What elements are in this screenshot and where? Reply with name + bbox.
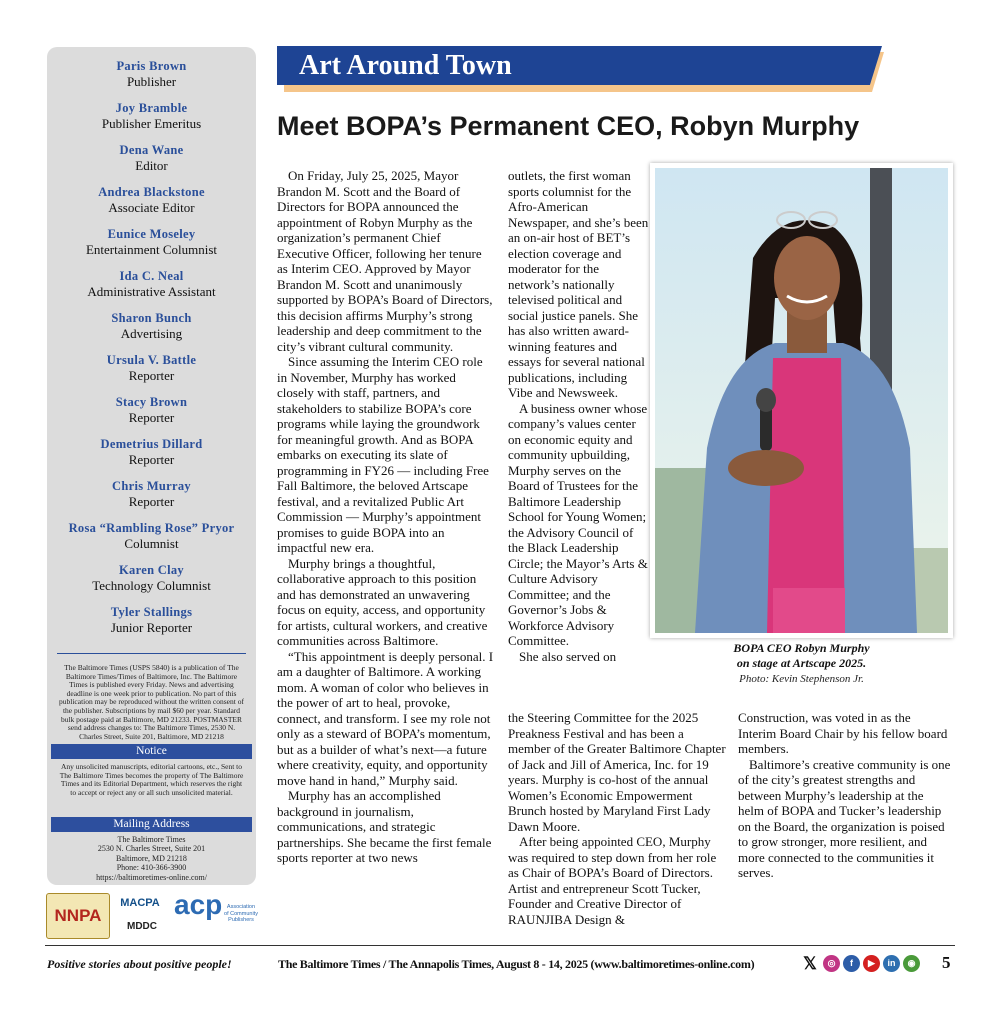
footer-tagline: Positive stories about positive people! <box>47 957 232 971</box>
sidebar-divider <box>57 653 246 654</box>
photo-caption <box>650 641 953 671</box>
staff-role: Associate Editor <box>108 200 195 215</box>
staff-name: Ursula V. Battle <box>106 353 197 367</box>
staff-role: Advertising <box>120 326 183 341</box>
mailing-address <box>59 835 244 882</box>
staff-role: Reporter <box>128 368 175 383</box>
staff-entry <box>47 227 256 269</box>
article-headline: Meet BOPA’s Permanent CEO, Robyn Murphy <box>277 111 860 141</box>
staff-entry <box>47 269 256 311</box>
staff-name: Karen Clay <box>119 563 184 577</box>
publication-legal-text: The Baltimore Times (USPS 5840) is a publication of The Baltimore Times/Times of Baltimore, Inc. The Baltimore Times is published every Friday. News and advertising deadline is one week prior to publication. No part of this publication may be reproduced without the written consent of the publisher. Subscriptions by mail $60 per year. Standard bulk postage paid at Baltimore, MD 21233. POSTMASTER send address changes to: The Baltimore Times, 2530 N. Charles Street, Suite 201, Baltimore, MD 21218 <box>59 663 244 741</box>
article-paragraph: Baltimore’s creative community is one of the city’s greatest strengths and between Murphy’s leadership at the helm of BOPA and Tucker’s leadership on the Board, the organization is poised to grow stronger, more resilient, and more connected to the communities it serves. <box>738 756 951 880</box>
article-paragraph: Murphy has an accomplished background in journalism, communications, and strategic partnerships. She became the first female sports reporter at two news <box>277 788 492 865</box>
photo-illustration <box>655 168 948 633</box>
staff-name: Joy Bramble <box>115 101 188 115</box>
staff-role: Reporter <box>128 452 175 467</box>
staff-name: Stacy Brown <box>115 395 188 409</box>
article-paragraph: the Steering Committee for the 2025 Preakness Festival and has been a member of the Greater Baltimore Chapter of Jack and Jill of America, Inc. for 19 years. Murphy is co-host of the annual Women’s Economic Empowerment Brunch hosted by Maryland First Lady Dawn Moore. <box>508 710 726 834</box>
article-column-1 <box>277 168 494 866</box>
rss-icon[interactable]: ◉ <box>903 955 920 972</box>
article-paragraph: A business owner whose company’s values center on economic equity and community upbuilding, Murphy serves on the Board of Trustees for the Baltimore Leadership School for Young Women; the Advisory Council of the Black Leadership Circle; the Mayor’s Arts & Culture Advisory Committee; and the Governor’s Jobs & Workforce Advisory Committee. <box>508 400 648 648</box>
staff-entry <box>47 395 256 437</box>
article-photo <box>650 163 953 638</box>
social-links <box>800 954 923 974</box>
footer-divider <box>45 945 955 946</box>
staff-name: Dena Wane <box>119 143 184 157</box>
page-number: 5 <box>942 953 951 972</box>
mailing-url[interactable]: https://baltimoretimes-online.com/ <box>96 872 207 882</box>
mddc-logo: MDDC <box>127 921 157 932</box>
article-column-2-bottom <box>508 710 726 927</box>
masthead-sidebar <box>47 47 256 885</box>
staff-entry <box>47 479 256 521</box>
mailing-line: Baltimore, MD 21218 <box>116 853 187 863</box>
staff-role: Entertainment Columnist <box>85 242 218 257</box>
staff-role: Reporter <box>128 410 175 425</box>
macpa-logo: MACPA <box>120 897 160 909</box>
footer-publication-info: The Baltimore Times / The Annapolis Times, August 8 - 14, 2025 (www.baltimoretimes-online.com) <box>278 957 755 971</box>
article-paragraph: After being appointed CEO, Murphy was required to step down from her role as Chair of BOPA’s Board of Directors. Artist and entrepreneur Scott Tucker, Founder and Creative Director of RAUNJIBA Design & <box>508 834 717 927</box>
facebook-icon[interactable]: f <box>843 955 860 972</box>
article-column-3 <box>738 710 952 881</box>
staff-name: Paris Brown <box>116 59 187 73</box>
instagram-icon[interactable]: ◎ <box>823 955 840 972</box>
mailing-line: Phone: 410-366-3900 <box>116 863 187 873</box>
notice-text: Any unsolicited manuscripts, editorial cartoons, etc., Sent to The Baltimore Times becomes the property of The Baltimore Times and its Editorial Department, which reserves the right to accept or reject any or all such unsolicited material. <box>59 762 244 797</box>
staff-name: Tyler Stallings <box>110 605 193 619</box>
staff-entry <box>47 437 256 479</box>
staff-role: Publisher Emeritus <box>101 116 202 131</box>
staff-entry <box>47 101 256 143</box>
caption-line: BOPA CEO Robyn Murphy <box>733 641 870 655</box>
staff-entry <box>47 59 256 101</box>
staff-entry <box>47 521 256 563</box>
staff-name: Eunice Moseley <box>107 227 196 241</box>
staff-name: Chris Murray <box>112 479 191 493</box>
section-title: Art Around Town <box>299 50 512 81</box>
x-icon[interactable]: 𝕏 <box>800 955 820 972</box>
staff-name: Sharon Bunch <box>111 311 192 325</box>
staff-name: Ida C. Neal <box>119 269 184 283</box>
mailing-line: The Baltimore Times <box>117 835 186 844</box>
article-paragraph: Construction, was voted in as the Interim Board Chair by his fellow board members. <box>738 710 948 756</box>
mailing-line: 2530 N. Charles Street, Suite 201 <box>97 844 206 854</box>
mailing-address-heading: Mailing Address <box>51 817 252 832</box>
association-logos <box>46 890 256 940</box>
staff-name: Rosa “Rambling Rose” Pryor <box>68 521 235 535</box>
staff-entry <box>47 605 256 647</box>
article-paragraph: “This appointment is deeply personal. I am a daughter of Baltimore. A working mom. A woman of color who believes in the power of art to heal, provoke, connect, and transform. I see my role not only as a steward of BOPA’s momentum, but as a builder of what’s next—a future where creativity, equity, and opportunity move hand in hand,” Murphy said. <box>277 648 494 788</box>
staff-role: Reporter <box>128 494 175 509</box>
article-paragraph: outlets, the first woman sports columnist for the Afro-American Newspaper, and she’s been an on-air host of BET’s election coverage and moderator for the network’s nationally televised political and social justice panels. She has also written award-winning features and essays for several national publications, including Vibe and Newsweek. <box>508 168 649 400</box>
acp-logo-subtitle: Association of Community Publishers <box>224 904 258 923</box>
photo-credit: Photo: Kevin Stephenson Jr. <box>739 673 864 685</box>
acp-logo: acp <box>174 889 223 920</box>
article-paragraph: On Friday, July 25, 2025, Mayor Brandon M. Scott and the Board of Directors for BOPA announced the appointment of Robyn Murphy as the organization’s permanent Chief Executive Officer, following her tenure as Interim CEO. Approved by Mayor Brandon M. Scott and unanimously supported by BOPA’s Board of Directors, this decision affirms Murphy’s strong leadership and deep commitment to the city’s vibrant cultural community. <box>277 168 493 354</box>
staff-name: Demetrius Dillard <box>100 437 203 451</box>
article-paragraph: She also served on <box>519 648 617 664</box>
staff-role: Administrative Assistant <box>87 284 216 299</box>
article-paragraph: Murphy brings a thoughtful, collaborative approach to this position and has demonstrated an unwavering focus on equity, access, and opportunity for artists, cultural workers, and creative communities across Baltimore. <box>277 555 488 648</box>
article-column-2-top <box>508 168 650 664</box>
staff-role: Publisher <box>126 74 177 89</box>
nnpa-logo: NNPA <box>46 893 110 939</box>
staff-role: Technology Columnist <box>92 578 211 593</box>
linkedin-icon[interactable]: in <box>883 955 900 972</box>
caption-line: on stage at Artscape 2025. <box>736 656 867 670</box>
staff-list <box>47 59 256 647</box>
staff-entry <box>47 143 256 185</box>
staff-role: Junior Reporter <box>110 620 193 635</box>
staff-entry <box>47 353 256 395</box>
staff-entry <box>47 563 256 605</box>
article-paragraph: Since assuming the Interim CEO role in November, Murphy has worked closely with staff, partners, and stakeholders to stabilize BOPA’s core programs while laying the groundwork for meaningful growth. And as BOPA embarks on executing its slate of programming in FY26 — including Free Fall Baltimore, the beloved Artscape festival, and a revitalized Public Art Commission — Murphy’s appointment promises to guide BOPA into an impactful new era. <box>277 354 489 555</box>
youtube-icon[interactable]: ▶ <box>863 955 880 972</box>
staff-role: Columnist <box>124 536 179 551</box>
staff-role: Editor <box>135 158 168 173</box>
staff-entry <box>47 185 256 227</box>
staff-name: Andrea Blackstone <box>98 185 205 199</box>
staff-entry <box>47 311 256 353</box>
notice-heading: Notice <box>51 744 252 759</box>
